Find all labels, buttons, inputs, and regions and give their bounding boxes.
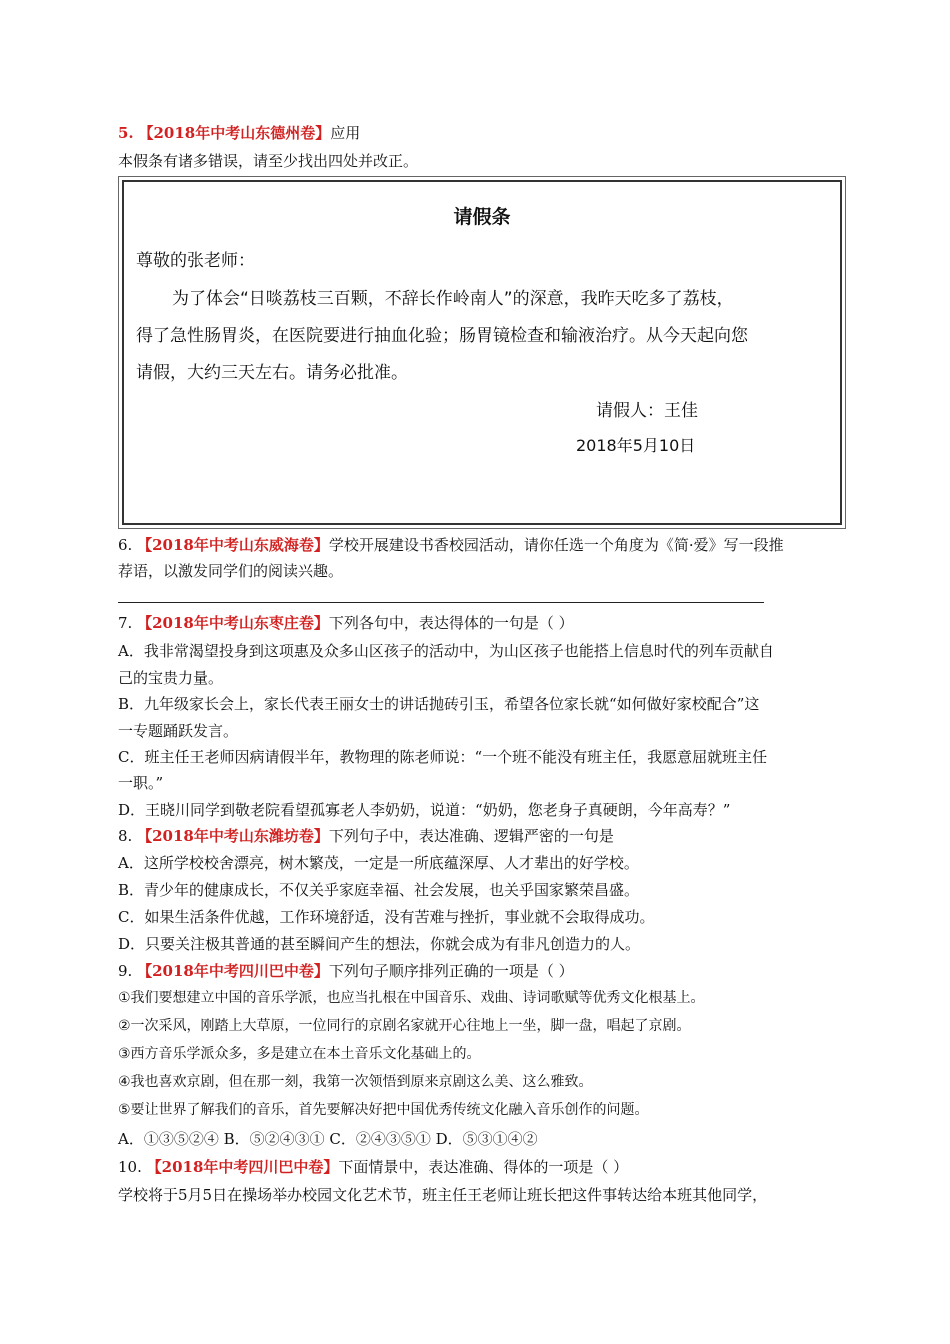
- q5-type: 应用: [330, 124, 361, 142]
- q6-text-line2: 荐语，以激发同学们的阅读兴趣。: [118, 562, 344, 580]
- q7-source: 【2018年中考山东枣庄卷】: [137, 614, 329, 632]
- q9-source: 【2018年中考四川巴中卷】: [137, 962, 329, 980]
- q6-number: 6.: [118, 536, 133, 554]
- q9-options: A．①③⑤②④ B．⑤②④③① C．②④③⑤① D．⑤③①④②: [118, 1130, 538, 1148]
- q7-option-a-line2: 己的宝贵力量。: [118, 669, 224, 687]
- q7-option-c-line1: C．班主任王老师因病请假半年，教物理的陈老师说：“一个班不能没有班主任，我愿意屈就班主任: [118, 748, 768, 766]
- q8-source: 【2018年中考山东潍坊卷】: [137, 827, 329, 845]
- q9-sentence-3: ③西方音乐学派众多，多是建立在本土音乐文化基础上的。: [118, 1046, 481, 1062]
- q9-header: [118, 960, 574, 982]
- q5-source: 【2018年中考山东德州卷】: [138, 124, 331, 142]
- q7-option-b-line1: B．九年级家长会上，家长代表王丽女士的讲话抛砖引玉，希望各位家长就“如何做好家校配合”这: [118, 695, 760, 713]
- q10-header: [118, 1156, 628, 1178]
- leave-note-date: 2018年5月10日: [576, 436, 696, 455]
- q9-stem: 下列句子顺序排列正确的一项是（ ）: [328, 962, 574, 980]
- leave-note-body-line2: 得了急性肠胃炎，在医院要进行抽血化验；肠胃镜检查和输液治疗。从今天起向您: [136, 326, 748, 346]
- leave-note-signer: 请假人：王佳: [596, 401, 698, 421]
- q7-option-a-line1: A．我非常渴望投身到这项惠及众多山区孩子的活动中，为山区孩子也能搭上信息时代的列车贡献自: [118, 642, 774, 660]
- q9-sentence-4: ④我也喜欢京剧，但在那一刻，我第一次领悟到原来京剧这么美、这么雅致。: [118, 1074, 593, 1090]
- q10-text-line1: 学校将于5月5日在操场举办校园文化艺术节，班主任王老师让班长把这件事转达给本班其他同学，: [118, 1186, 768, 1204]
- q9-sentence-2: ②一次采风，刚踏上大草原，一位同行的京剧名家就开心往地上一坐，脚一盘，唱起了京剧。: [118, 1018, 691, 1034]
- q5-instruction: 本假条有诸多错误，请至少找出四处并改正。: [118, 152, 419, 170]
- answer-blank-line: [118, 602, 764, 603]
- q6-source: 【2018年中考山东威海卷】: [137, 536, 329, 554]
- q7-option-c-line2: 一职。”: [118, 774, 164, 792]
- q10-source: 【2018年中考四川巴中卷】: [146, 1158, 339, 1176]
- q8-number: 8.: [118, 827, 133, 845]
- q7-option-d: D．王晓川同学到敬老院看望孤寡老人李奶奶，说道：“奶奶，您老身子真硬朗，今年高寿？”: [118, 801, 731, 819]
- q10-stem: 下面情景中，表达准确、得体的一项是（ ）: [338, 1158, 629, 1176]
- q6-line1: [118, 534, 784, 556]
- q6-text-line1: 学校开展建设书香校园活动，请你任选一个角度为《简·爱》写一段推: [328, 536, 784, 554]
- q9-sentence-1: ①我们要想建立中国的音乐学派，也应当扎根在中国音乐、戏曲、诗词歌赋等优秀文化根基上。: [118, 990, 705, 1006]
- q9-number: 9.: [118, 962, 133, 980]
- leave-note-body-line1: 为了体会“日啖荔枝三百颗，不辞长作岭南人”的深意，我昨天吃多了荔枝，: [172, 289, 734, 309]
- q8-option-a: A．这所学校校舍漂亮，树木繁茂，一定是一所底蕴深厚、人才辈出的好学校。: [118, 854, 639, 872]
- q7-option-b-line2: 一专题踊跃发言。: [118, 722, 239, 740]
- q5-number: 5.: [118, 124, 134, 142]
- q7-stem: 下列各句中，表达得体的一句是（ ）: [328, 614, 574, 632]
- q7-header: [118, 612, 574, 634]
- q9-sentence-5: ⑤要让世界了解我们的音乐，首先要解决好把中国优秀传统文化融入音乐创作的问题。: [118, 1102, 649, 1118]
- leave-note-box: [122, 180, 842, 525]
- q8-option-c: C．如果生活条件优越，工作环境舒适，没有苦难与挫折，事业就不会取得成功。: [118, 908, 655, 926]
- q10-number: 10.: [118, 1158, 142, 1176]
- leave-note-body-line3: 请假，大约三天左右。请务必批准。: [136, 363, 408, 383]
- leave-note-title: 请假条: [453, 206, 511, 228]
- q7-number: 7.: [118, 614, 133, 632]
- q8-header: [118, 825, 614, 847]
- q8-stem: 下列句子中，表达准确、逻辑严密的一句是: [328, 827, 614, 845]
- leave-note-salutation: 尊敬的张老师：: [136, 251, 255, 271]
- q5-header: [118, 122, 360, 144]
- q8-option-d: D．只要关注极其普通的甚至瞬间产生的想法，你就会成为有非凡创造力的人。: [118, 935, 641, 953]
- q8-option-b: B．青少年的健康成长，不仅关乎家庭幸福、社会发展，也关乎国家繁荣昌盛。: [118, 881, 640, 899]
